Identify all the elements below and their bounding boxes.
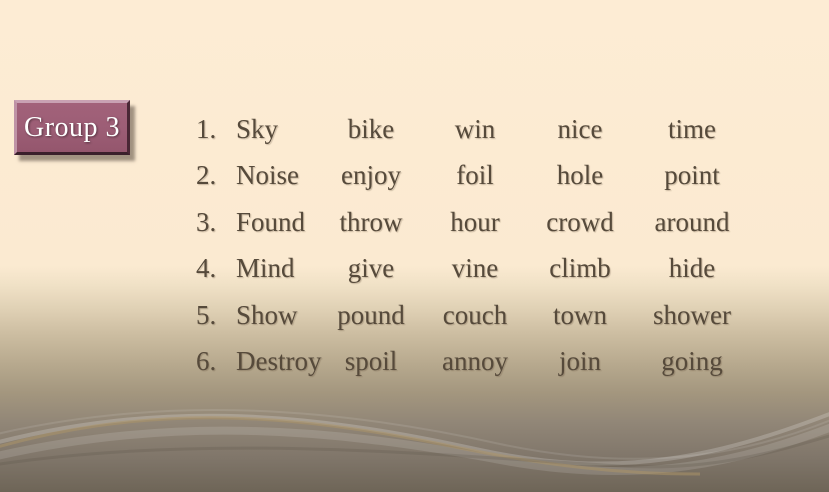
word: around bbox=[654, 206, 730, 237]
word: crowd bbox=[546, 206, 614, 237]
word-row-3 bbox=[196, 199, 770, 246]
word: going bbox=[661, 346, 723, 377]
word: hour bbox=[450, 206, 500, 237]
word: town bbox=[553, 299, 607, 330]
row-number: 1. bbox=[196, 113, 217, 144]
word: climb bbox=[549, 253, 611, 284]
word-row-5 bbox=[196, 292, 770, 339]
row-number: 3. bbox=[196, 206, 217, 237]
word: bike bbox=[347, 113, 395, 144]
word: point bbox=[664, 160, 720, 191]
row-number: 2. bbox=[196, 160, 217, 191]
word: Destroy bbox=[236, 346, 322, 377]
word: Sky bbox=[236, 113, 279, 144]
word: pound bbox=[337, 299, 405, 330]
word: foil bbox=[456, 160, 494, 191]
word: give bbox=[347, 253, 395, 284]
word: join bbox=[558, 346, 601, 377]
row-number: 5. bbox=[196, 299, 217, 330]
word: enjoy bbox=[341, 160, 401, 191]
group-button-label: Group 3 bbox=[23, 111, 121, 143]
row-number: 6. bbox=[196, 346, 217, 377]
row-number: 4. bbox=[196, 253, 217, 284]
word: time bbox=[668, 113, 716, 144]
word-list bbox=[196, 106, 770, 385]
word-row-1 bbox=[196, 106, 770, 153]
word: nice bbox=[557, 113, 603, 144]
group-button[interactable] bbox=[14, 100, 130, 155]
word: Mind bbox=[236, 253, 295, 284]
word: Found bbox=[236, 206, 306, 237]
word-row-4 bbox=[196, 246, 770, 293]
word: annoy bbox=[442, 346, 508, 377]
word-row-6 bbox=[196, 339, 770, 386]
wave-decoration bbox=[0, 392, 829, 492]
word: vine bbox=[451, 253, 499, 284]
word: Show bbox=[236, 299, 298, 330]
word: throw bbox=[339, 206, 403, 237]
word: win bbox=[454, 113, 496, 144]
word: couch bbox=[442, 299, 508, 330]
word-row-2 bbox=[196, 153, 770, 200]
word: hole bbox=[556, 160, 604, 191]
word: Noise bbox=[236, 160, 299, 191]
word: shower bbox=[653, 299, 731, 330]
word: spoil bbox=[344, 346, 398, 377]
word: hide bbox=[668, 253, 716, 284]
